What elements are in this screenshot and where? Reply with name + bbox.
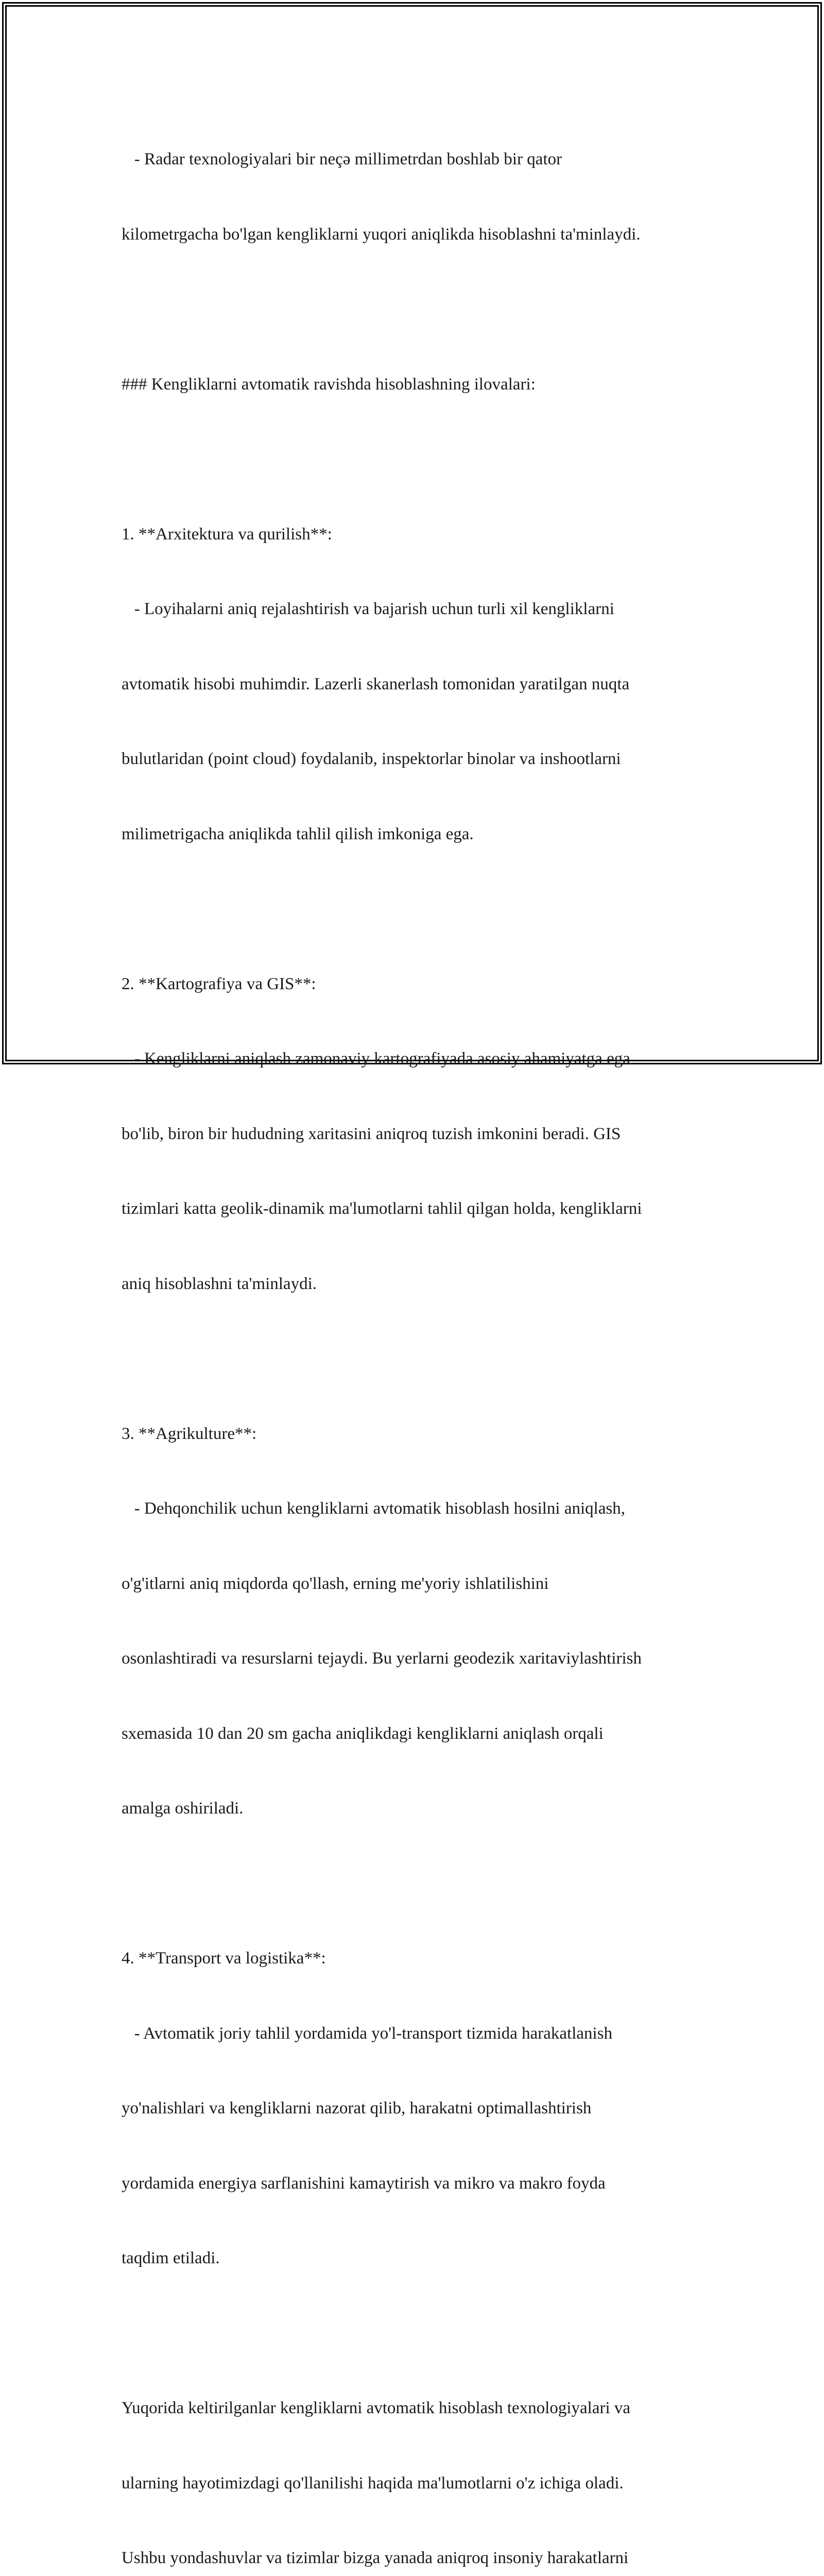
text-line: amalga oshiriladi. [122,1799,244,1818]
list-item-transport [122,1896,729,2321]
list-item-title: 4. **Transport va logistika**: [122,1949,326,1968]
list-item-agrikulture [122,1371,729,1871]
section-heading [122,322,729,447]
paragraph-radar [122,97,729,297]
text-line: - Avtomatik joriy tahlil yordamida yo'l-transport tizmida harakatlanish [122,2024,612,2043]
document-body [122,97,729,2576]
heading-line: ### Kengliklarni avtomatik ravishda hisoblashning ilovalari: [122,375,536,394]
text-line: avtomatik hisobi muhimdir. Lazerli skanerlash tomonidan yaratilgan nuqta [122,674,630,693]
text-line: yordamida energiya sarflanishini kamaytirish va mikro va makro foyda [122,2174,606,2193]
list-item-arxitektura [122,472,729,897]
list-item-title: 3. **Agrikulture**: [122,1424,257,1443]
text-line: kilometrgacha bo'lgan kengliklarni yuqori aniqlikda hisoblashni ta'minlaydi. [122,225,641,244]
text-line: tizimlari katta geolik-dinamik ma'lumotlarni tahlil qilgan holda, kengliklarni [122,1199,642,1218]
text-line: o'g'itlarni aniq miqdorda qo'llash, erning me'yoriy ishlatilishini [122,1574,549,1593]
text-line: - Dehqonchilik uchun kengliklarni avtomatik hisoblash hosilni aniqlash, [122,1499,625,1518]
text-line: sxemasida 10 dan 20 sm gacha aniqlikdagi kengliklarni aniqlash orqali [122,1724,604,1743]
text-line: milimetrigacha aniqlikda tahlil qilish imkoniga ega. [122,824,474,843]
text-line: - Kengliklarni aniqlash zamonaviy kartografiyada asosiy ahamiyatga ega [122,1049,630,1068]
text-line: yo'nalishlari va kengliklarni nazorat qilib, harakatni optimallashtirish [122,2099,592,2117]
list-item-title: 2. **Kartografiya va GIS**: [122,974,316,993]
text-line: Ushbu yondashuvlar va tizimlar bizga yanada aniqroq insoniy harakatlarni [122,2549,629,2567]
text-line: taqdim etiladi. [122,2249,220,2267]
list-item-title: 1. **Arxitektura va qurilish**: [122,524,332,544]
text-line: - Loyihalarni aniq rejalashtirish va bajarish uchun turli xil kengliklarni [122,600,614,618]
text-line: osonlashtiradi va resurslarni tejaydi. Bu yerlarni geodezik xaritaviylashtirish [122,1649,642,1668]
paragraph-conclusion [122,2346,729,2576]
text-line: aniq hisoblashni ta'minlaydi. [122,1274,317,1293]
list-item-kartografiya [122,922,729,1347]
text-line: bo'lib, biron bir hududning xaritasini aniqroq tuzish imkonini beradi. GIS [122,1124,621,1143]
text-line: Yuqorida keltirilganlar kengliklarni avtomatik hisoblash texnologiyalari va [122,2399,630,2417]
text-line: - Radar texnologiyalari bir neçə millimetrdan boshlab bir qator [122,150,562,168]
text-line: ularning hayotimizdagi qo'llanilishi haqida ma'lumotlarni o'z ichiga oladi. [122,2473,624,2493]
text-line: bulutlaridan (point cloud) foydalanib, inspektorlar binolar va inshootlarni [122,750,621,768]
